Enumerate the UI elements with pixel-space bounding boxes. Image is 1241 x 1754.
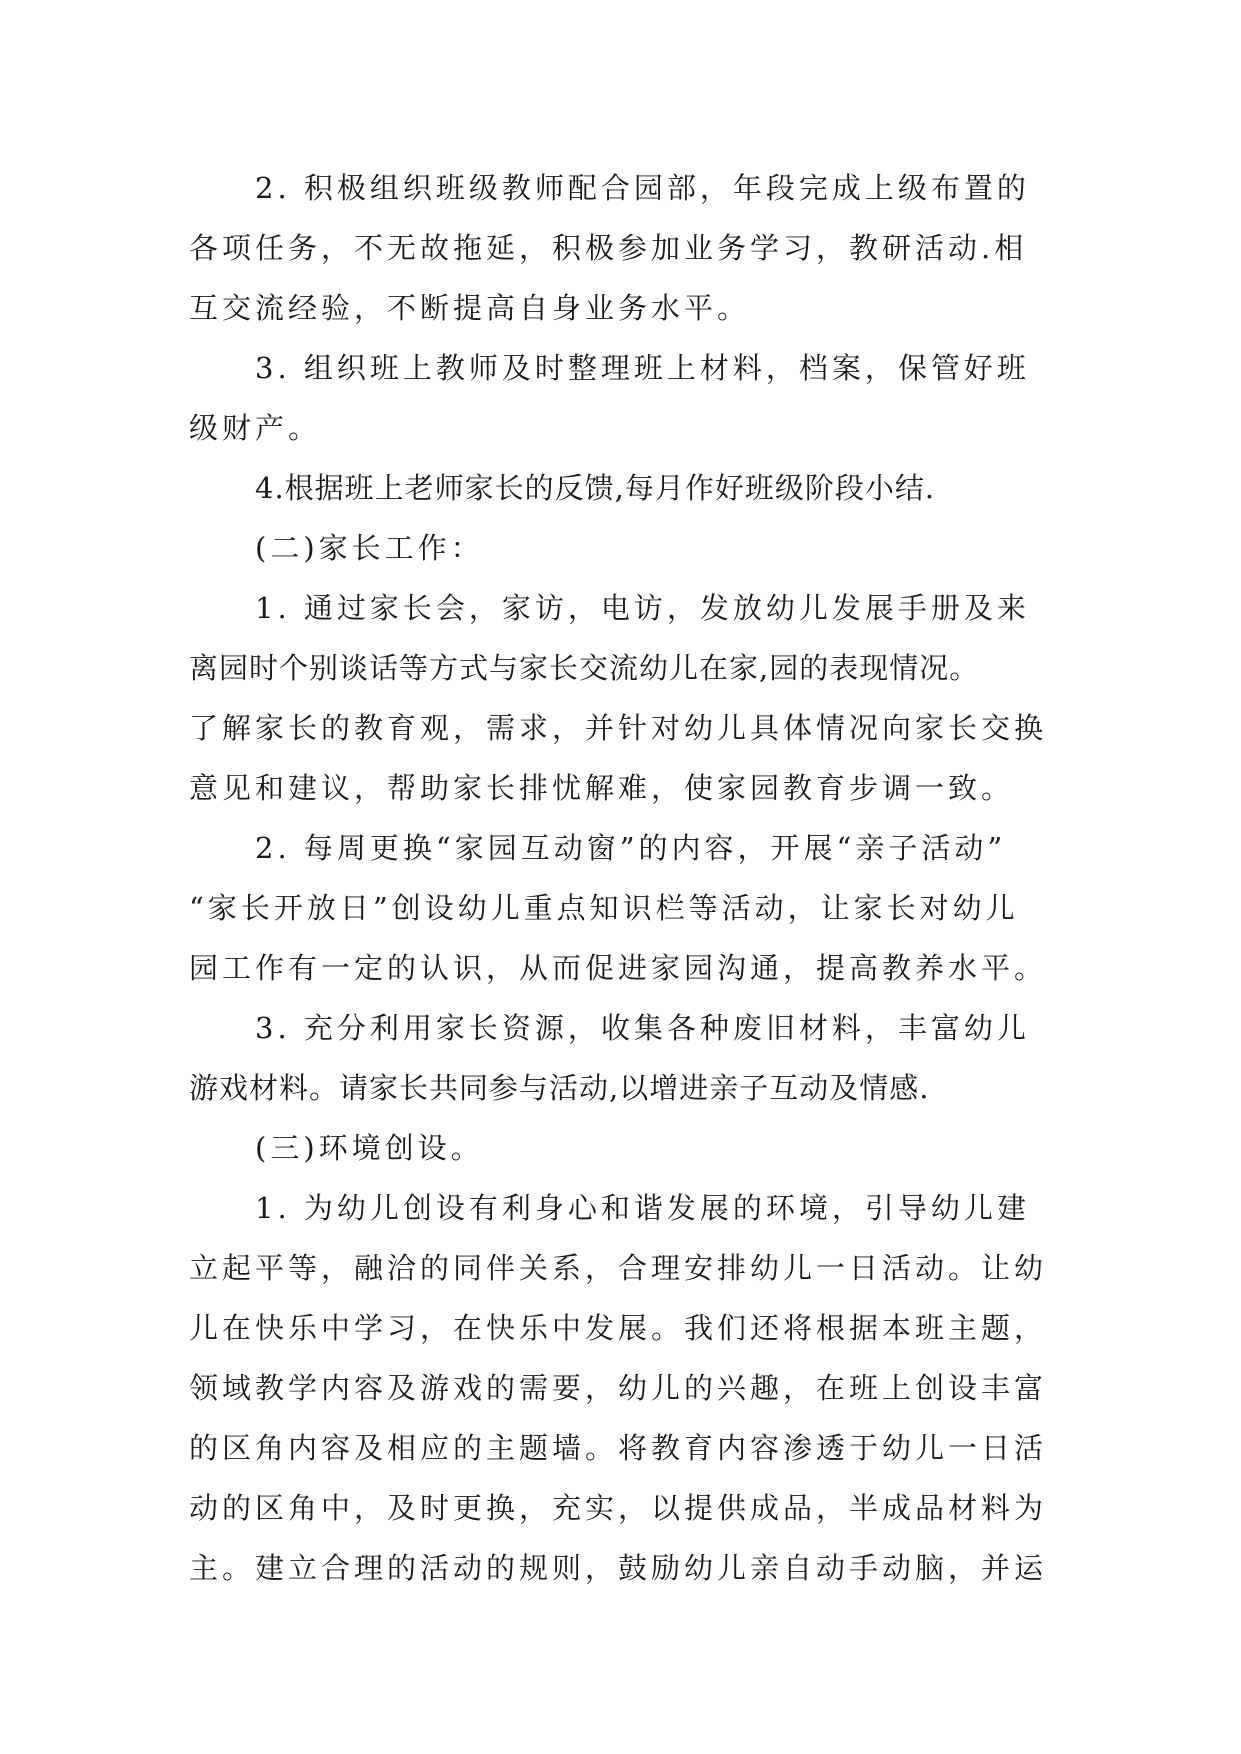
paragraph-line: “家长开放日”创设幼儿重点知识栏等活动，让家长对幼儿 <box>189 891 1019 925</box>
paragraph-line: 儿在快乐中学习，在快乐中发展。我们还将根据本班主题， <box>189 1311 1048 1345</box>
paragraph-line: 1. 通过家长会，家访，电访，发放幼儿发展手册及来 <box>255 591 1030 625</box>
paragraph-line: 互交流经验，不断提高自身业务水平。 <box>189 291 751 325</box>
paragraph-line: 1. 为幼儿创设有利身心和谐发展的环境，引导幼儿建 <box>255 1191 1030 1225</box>
section-heading: (二)家长工作： <box>255 531 484 565</box>
paragraph-line: 了解家长的教育观，需求，并针对幼儿具体情况向家长交换 <box>189 711 1048 745</box>
paragraph-line: 的区角内容及相应的主题墙。将教育内容渗透于幼儿一日活 <box>189 1431 1048 1465</box>
document-body <box>189 158 1069 1598</box>
paragraph-line: 离园时个别谈话等方式与家长交流幼儿在家,园的表现情况。 <box>189 651 980 685</box>
paragraph-line: 2. 积极组织班级教师配合园部，年段完成上级布置的 <box>255 171 1030 205</box>
paragraph-line: 2. 每周更换“家园互动窗”的内容，开展“亲子活动” <box>255 831 1007 865</box>
paragraph-line: 各项任务，不无故拖延，积极参加业务学习，教研活动.相 <box>189 231 1028 265</box>
paragraph-line: 游戏材料。请家长共同参与活动,以增进亲子互动及情感. <box>189 1071 930 1105</box>
paragraph-line: 3. 充分利用家长资源，收集各种废旧材料，丰富幼儿 <box>255 1011 1030 1045</box>
section-heading: (三)环境创设。 <box>255 1131 484 1165</box>
paragraph-line: 3. 组织班上教师及时整理班上材料，档案，保管好班 <box>255 351 1030 385</box>
paragraph-line: 级财产。 <box>189 411 322 445</box>
paragraph-line: 4.根据班上老师家长的反馈,每月作好班级阶段小结. <box>255 471 936 505</box>
paragraph-line: 领域教学内容及游戏的需要，幼儿的兴趣，在班上创设丰富 <box>189 1371 1048 1405</box>
paragraph-line: 园工作有一定的认识，从而促进家园沟通，提高教养水平。 <box>189 951 1048 985</box>
paragraph-line: 意见和建议，帮助家长排忧解难，使家园教育步调一致。 <box>189 771 1015 805</box>
paragraph-line: 动的区角中，及时更换，充实，以提供成品，半成品材料为 <box>189 1491 1048 1525</box>
paragraph-line: 立起平等，融洽的同伴关系，合理安排幼儿一日活动。让幼 <box>189 1251 1048 1285</box>
paragraph-line: 主。建立合理的活动的规则，鼓励幼儿亲自动手动脑，并运 <box>189 1551 1048 1585</box>
